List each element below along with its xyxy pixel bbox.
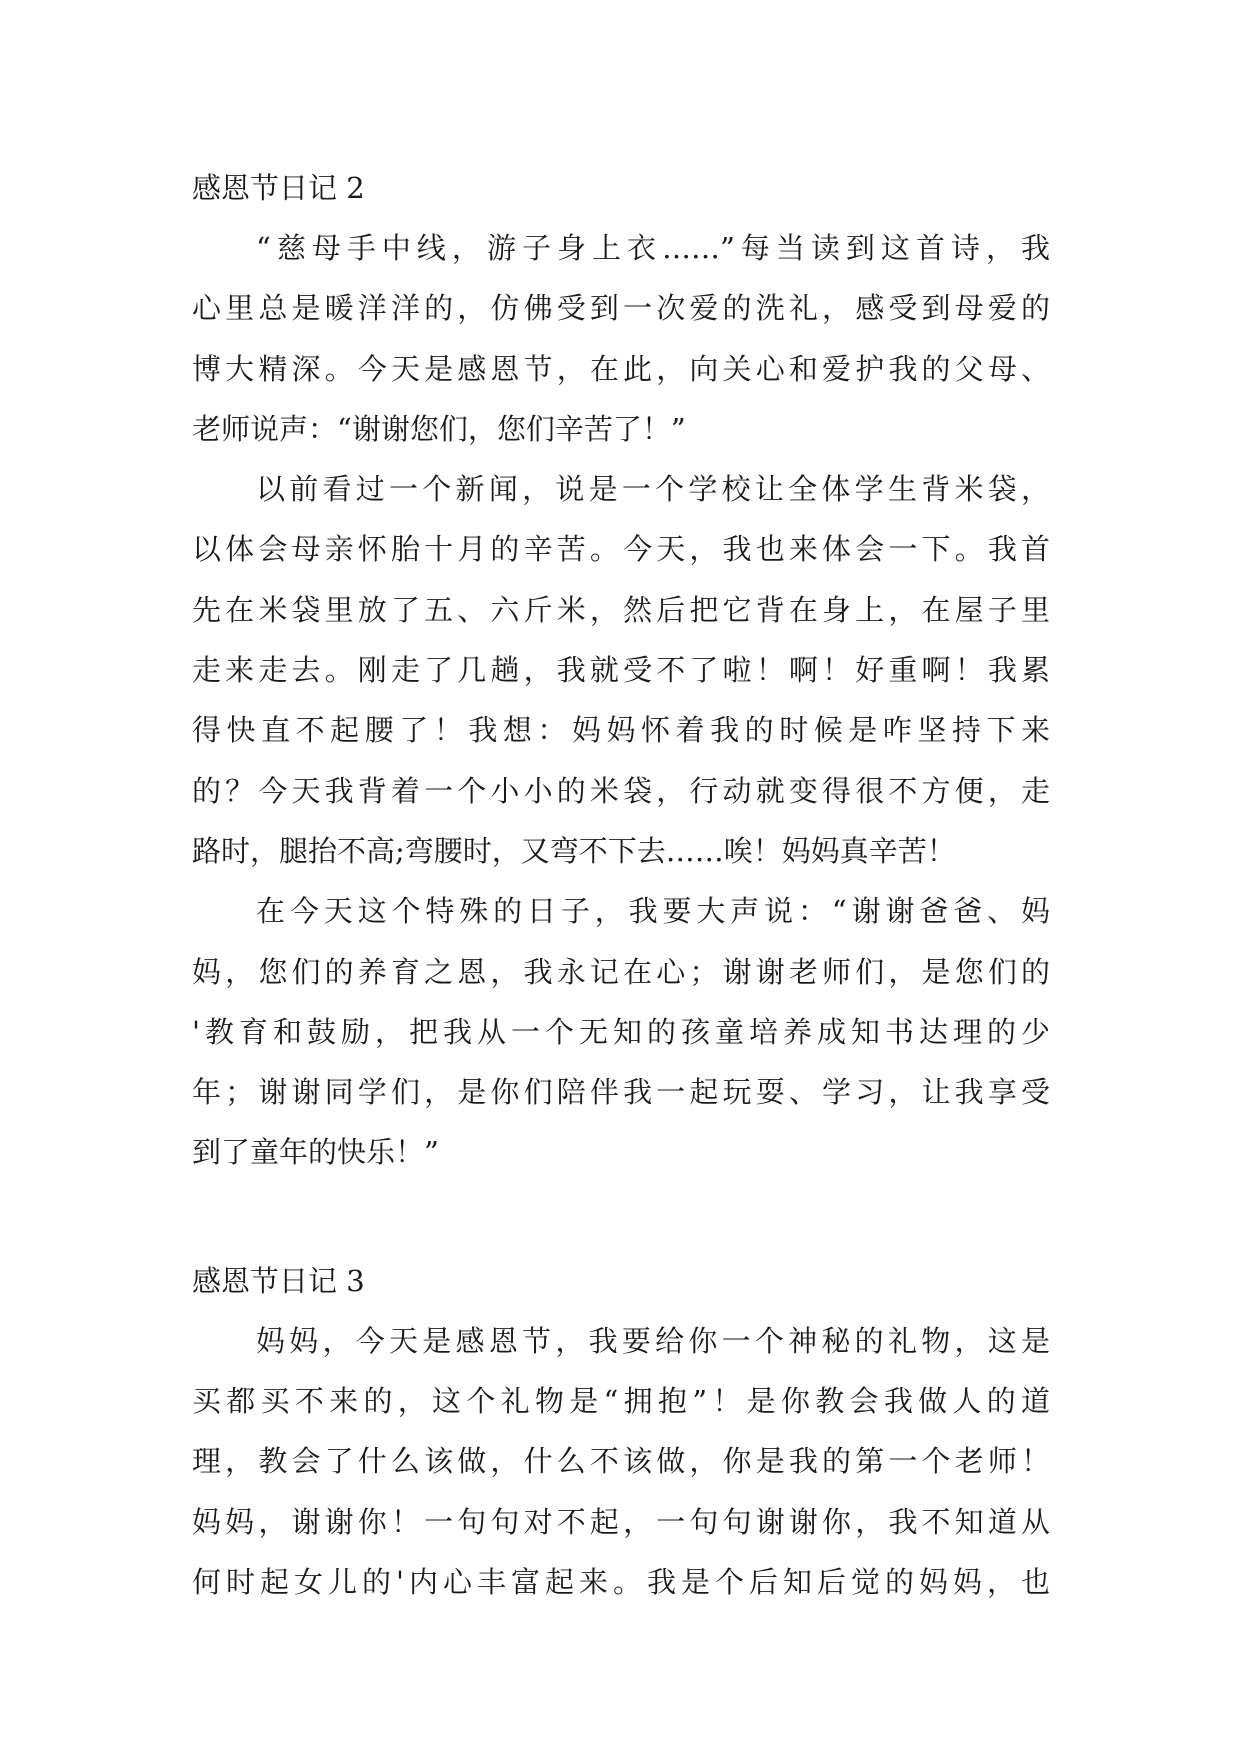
text-line: 在今天这个特殊的日子，我要大声说：“谢谢爸爸、妈 bbox=[256, 894, 1050, 929]
text-line: 到了童年的快乐！” bbox=[192, 1135, 439, 1170]
text-line: 妈妈，今天是感恩节，我要给你一个神秘的礼物，这是 bbox=[256, 1323, 1050, 1358]
text-line: 路时，腿抬不高;弯腰时，又弯不下去……唉！妈妈真辛苦！ bbox=[192, 833, 956, 868]
text-line: “慈母手中线，游子身上衣……”每当读到这首诗，我 bbox=[256, 231, 1050, 265]
text-line: 买都买不来的，这个礼物是“拥抱”！是你教会我做人的道 bbox=[192, 1384, 1050, 1419]
text-line: 博大精深。今天是感恩节，在此，向关心和爱护我的父母、 bbox=[192, 351, 1050, 386]
paragraph bbox=[192, 459, 1050, 881]
document-body bbox=[192, 158, 1050, 1612]
text-line: 走来走去。刚走了几趟，我就受不了啦！啊！好重啊！我累 bbox=[192, 653, 1050, 688]
text-line: 的？今天我背着一个小小的米袋，行动就变得很不方便，走 bbox=[192, 773, 1050, 808]
text-line: '教育和鼓励，把我从一个无知的孩童培养成知书达理的少 bbox=[192, 1014, 1050, 1049]
section-title: 感恩节日记 2 bbox=[192, 171, 365, 205]
text-line: 先在米袋里放了五、六斤米，然后把它背在身上，在屋子里 bbox=[192, 592, 1050, 627]
text-line: 以前看过一个新闻，说是一个学校让全体学生背米袋， bbox=[256, 472, 1050, 507]
text-line: 年；谢谢同学们，是你们陪伴我一起玩耍、学习，让我享受 bbox=[192, 1075, 1050, 1110]
paragraph bbox=[192, 218, 1050, 459]
text-line: 心里总是暖洋洋的，仿佛受到一次爱的洗礼，感受到母爱的 bbox=[192, 291, 1050, 326]
section-title: 感恩节日记 3 bbox=[192, 1263, 365, 1298]
text-line: 理，教会了什么该做，什么不该做，你是我的第一个老师！ bbox=[192, 1444, 1050, 1479]
text-line: 妈，您们的养育之恩，我永记在心；谢谢老师们，是您们的 bbox=[192, 954, 1050, 989]
text-line: 以体会母亲怀胎十月的辛苦。今天，我也来体会一下。我首 bbox=[192, 532, 1050, 567]
text-line: 得快直不起腰了！我想：妈妈怀着我的时候是咋坚持下来 bbox=[192, 713, 1050, 748]
text-line: 老师说声：“谢谢您们，您们辛苦了！” bbox=[192, 411, 686, 446]
section-spacer bbox=[192, 1183, 1050, 1251]
paragraph bbox=[192, 1311, 1050, 1612]
text-line: 何时起女儿的'内心丰富起来。我是个后知后觉的妈妈，也 bbox=[192, 1564, 1050, 1599]
paragraph bbox=[192, 881, 1050, 1182]
text-line: 妈妈，谢谢你！一句句对不起，一句句谢谢你，我不知道从 bbox=[192, 1504, 1050, 1539]
